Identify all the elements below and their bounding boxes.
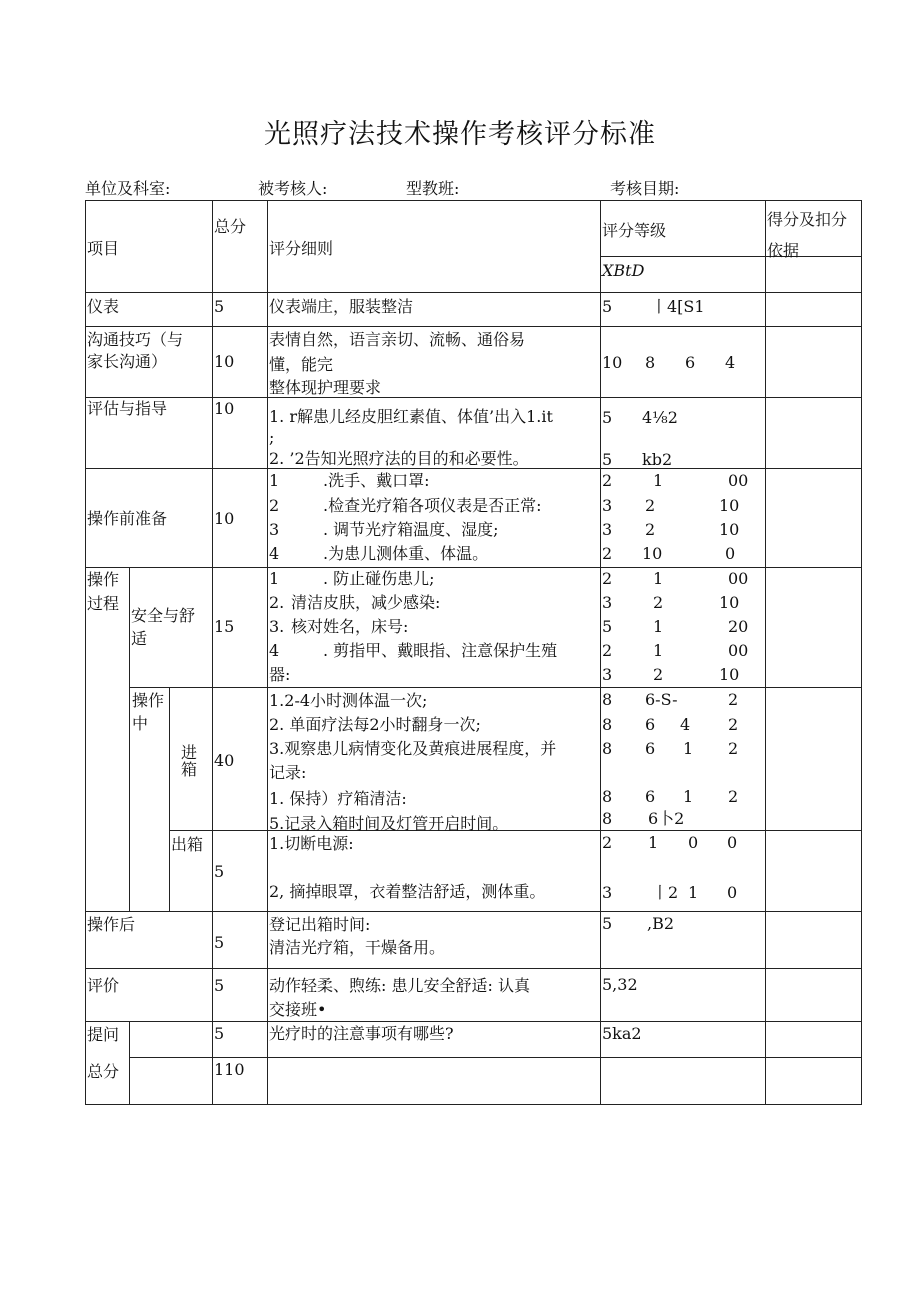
row-total-item: 总分: [87, 1062, 120, 1081]
safety-line-text: 核对姓名，床号:: [291, 617, 409, 636]
enter-line: 1.2-4小时测体温一次;: [269, 691, 428, 710]
prep-line-num: 3: [269, 520, 280, 539]
row-evaluation-detail: 交接班•: [269, 1000, 327, 1019]
exit-grade: 0: [727, 883, 738, 902]
row-appearance-grade: 丨4[S1: [651, 297, 705, 316]
row-process-item: 操作: [87, 570, 120, 589]
row-communication-grade: 8: [645, 353, 656, 372]
row-question-score: 5: [214, 1024, 225, 1043]
safety-score: 15: [214, 617, 235, 636]
safety-line-grade: 10: [719, 593, 740, 612]
meta-unit: 单位及科室:: [85, 179, 171, 198]
enter-grade: 6-S-: [645, 690, 678, 709]
safety-line-num: 4: [269, 641, 280, 660]
row-question-detail: 光疗时的注意事项有哪些?: [269, 1024, 454, 1043]
safety-line-grade: 2: [653, 593, 664, 612]
row-assessment-detail: ;: [269, 428, 275, 447]
header-basis-2: 依据: [767, 241, 800, 260]
row-evaluation-item: 评价: [87, 976, 120, 995]
prep-line-grade: 10: [719, 520, 740, 539]
safety-line-grade: 5: [602, 617, 613, 636]
row-communication-grade: 10: [602, 353, 623, 372]
exit-grade: 3: [602, 883, 613, 902]
enter-grade: 2: [728, 787, 739, 806]
row-assessment-item: 评估与指导: [87, 399, 168, 418]
enter-grade: 8: [602, 809, 613, 828]
safety-line-grade: 2: [653, 665, 664, 684]
row-evaluation-detail: 动作轻柔、煦练: 患儿安全舒适: 认真: [269, 976, 530, 995]
row-assessment-detail: 1. r解患儿经皮胆红素值、体值’出入1.it: [269, 407, 553, 426]
row-assessment-grade: 4⅛2: [642, 408, 678, 427]
prep-line-grade: 1: [653, 471, 664, 490]
row-assessment-detail: 2. ’2告知光照疗法的目的和必要性。: [269, 449, 529, 468]
row-communication-detail: 懂，能完: [269, 355, 334, 374]
enter-grade: 8: [602, 690, 613, 709]
enter-grade: 6: [645, 739, 656, 758]
enter-grade: 1: [683, 739, 694, 758]
prep-line-text: .洗手、戴口罩:: [323, 471, 430, 490]
header-item: 项目: [87, 239, 120, 258]
safety-line-text: . 防止碰伤患儿;: [323, 569, 435, 588]
row-preparation-item: 操作前准备: [87, 509, 168, 528]
row-assessment-score: 10: [214, 399, 235, 418]
row-question-item: 提问: [87, 1025, 120, 1044]
prep-line-num: 4: [269, 544, 280, 563]
enter-grade: 2: [728, 739, 739, 758]
prep-line-grade: 0: [725, 544, 736, 563]
enter-grade: 8: [602, 787, 613, 806]
safety-line-grade: 20: [728, 617, 749, 636]
exit-score: 5: [214, 862, 225, 881]
enter-grade: 8: [602, 739, 613, 758]
exit-label: 出箱: [171, 835, 204, 854]
row-communication-score: 10: [214, 352, 235, 371]
safety-label: 安全与舒: [131, 606, 196, 625]
row-after-score: 5: [214, 933, 225, 952]
prep-line-grade: 3: [602, 520, 613, 539]
prep-line-grade: 2: [645, 496, 656, 515]
safety-line-grade: 00: [728, 569, 749, 588]
prep-line-grade: 2: [602, 471, 613, 490]
row-after-detail: 清洁光疗箱，干燥备用。: [269, 938, 446, 957]
safety-line-num: 3.: [269, 617, 285, 636]
row-after-grade: ,B2: [647, 914, 675, 933]
meta-class: 型教班:: [406, 179, 460, 198]
safety-label: 适: [131, 629, 148, 648]
safety-line-grade: 3: [602, 593, 613, 612]
enter-line: 5.记录入箱时间及灯管开启时间。: [269, 814, 509, 833]
exit-grade: 2: [602, 833, 613, 852]
row-communication-grade: 4: [725, 353, 736, 372]
row-appearance-item: 仪表: [87, 297, 120, 316]
row-assessment-grade: 5: [602, 450, 613, 469]
safety-line-grade: 2: [602, 641, 613, 660]
row-appearance-score: 5: [214, 297, 225, 316]
prep-line-grade: 3: [602, 496, 613, 515]
prep-line-grade: 10: [642, 544, 663, 563]
row-process-item: 过程: [87, 594, 120, 613]
safety-line-text: . 剪指甲、戴眼指、注意保护生殖: [323, 641, 558, 660]
row-after-detail: 登记出箱时间:: [269, 915, 371, 934]
exit-grade: 1: [688, 883, 699, 902]
enter-grade: 6卜2: [648, 809, 685, 828]
prep-line-grade: 00: [728, 471, 749, 490]
row-communication-item: 沟通技巧（与: [87, 330, 184, 349]
enter-line: 记录:: [269, 763, 307, 782]
enter-grade: 6: [645, 787, 656, 806]
meta-examinee: 被考核人:: [258, 179, 328, 198]
header-grade: 评分等级: [602, 221, 667, 240]
document-title: 光照疗法技术操作考核评分标准: [264, 119, 656, 150]
header-details: 评分细则: [269, 239, 334, 258]
safety-line-num: 2.: [269, 593, 285, 612]
enter-grade: 4: [680, 715, 691, 734]
enter-grade: 6: [645, 715, 656, 734]
row-evaluation-score: 5: [214, 976, 225, 995]
prep-line-grade: 2: [645, 520, 656, 539]
safety-line-grade: 1: [653, 641, 664, 660]
enter-label: 进: [181, 743, 198, 762]
enter-grade: 8: [602, 715, 613, 734]
enter-grade: 2: [728, 715, 739, 734]
row-communication-detail: 整体现护理要求: [269, 378, 382, 397]
exit-line: 2, 摘掉眼罩，衣着整洁舒适，测体重。: [269, 882, 546, 901]
prep-line-grade: 2: [602, 544, 613, 563]
safety-line-text: 器:: [269, 665, 291, 684]
exit-grade: 1: [648, 833, 659, 852]
during-label: 中: [132, 714, 149, 733]
safety-line-grade: 00: [728, 641, 749, 660]
safety-line-text: 清洁皮肤，减少感染:: [291, 593, 441, 612]
enter-label: 箱: [181, 760, 198, 779]
meta-date: 考核目期:: [610, 179, 680, 198]
row-assessment-grade: 5: [602, 408, 613, 427]
enter-score: 40: [214, 751, 235, 770]
enter-line: 2. 单面疗法每2小时翻身一次;: [269, 715, 481, 734]
enter-line: 1. 保持）疗箱清洁:: [269, 789, 407, 808]
row-communication-grade: 6: [685, 353, 696, 372]
header-grade-sub: XBtD: [602, 261, 645, 280]
safety-line-grade: 3: [602, 665, 613, 684]
prep-line-text: . 调节光疗箱温度、湿度;: [323, 520, 499, 539]
enter-line: 3.观察患儿病情变化及黄痕进展程度，并: [269, 739, 557, 758]
row-evaluation-grade: 5,32: [602, 975, 638, 994]
safety-line-grade: 1: [653, 617, 664, 636]
prep-line-grade: 10: [719, 496, 740, 515]
row-communication-detail: 表情自然，语言亲切、流畅、通俗易: [269, 330, 526, 349]
row-appearance-detail: 仪表端庄，服装整洁: [269, 297, 414, 316]
row-appearance-grade: 5: [602, 297, 613, 316]
safety-line-num: 1: [269, 569, 280, 588]
row-question-grade: 5ka2: [602, 1024, 642, 1043]
exit-grade: 丨2: [652, 883, 679, 902]
prep-line-text: .检查光疗箱各项仪表是否正常:: [323, 496, 542, 515]
enter-grade: 2: [728, 690, 739, 709]
header-total: 总分: [214, 217, 247, 236]
exit-line: 1.切断电源:: [269, 834, 354, 853]
row-after-item: 操作后: [87, 915, 136, 934]
safety-line-grade: 10: [719, 665, 740, 684]
safety-line-grade: 1: [653, 569, 664, 588]
prep-line-num: 2: [269, 496, 280, 515]
row-communication-item: 家长沟通）: [87, 352, 168, 371]
exit-grade: 0: [727, 833, 738, 852]
row-preparation-score: 10: [214, 509, 235, 528]
prep-line-text: .为患儿测体重、体温。: [323, 544, 489, 563]
row-assessment-grade: kb2: [642, 450, 673, 469]
header-basis-1: 得分及扣分: [767, 210, 848, 229]
prep-line-num: 1: [269, 471, 280, 490]
during-label: 操作: [132, 691, 165, 710]
enter-grade: 1: [683, 787, 694, 806]
row-total-score: 110: [214, 1060, 245, 1079]
row-after-grade: 5: [602, 914, 613, 933]
score-table: [85, 200, 862, 1105]
exit-grade: 0: [688, 833, 699, 852]
safety-line-grade: 2: [602, 569, 613, 588]
